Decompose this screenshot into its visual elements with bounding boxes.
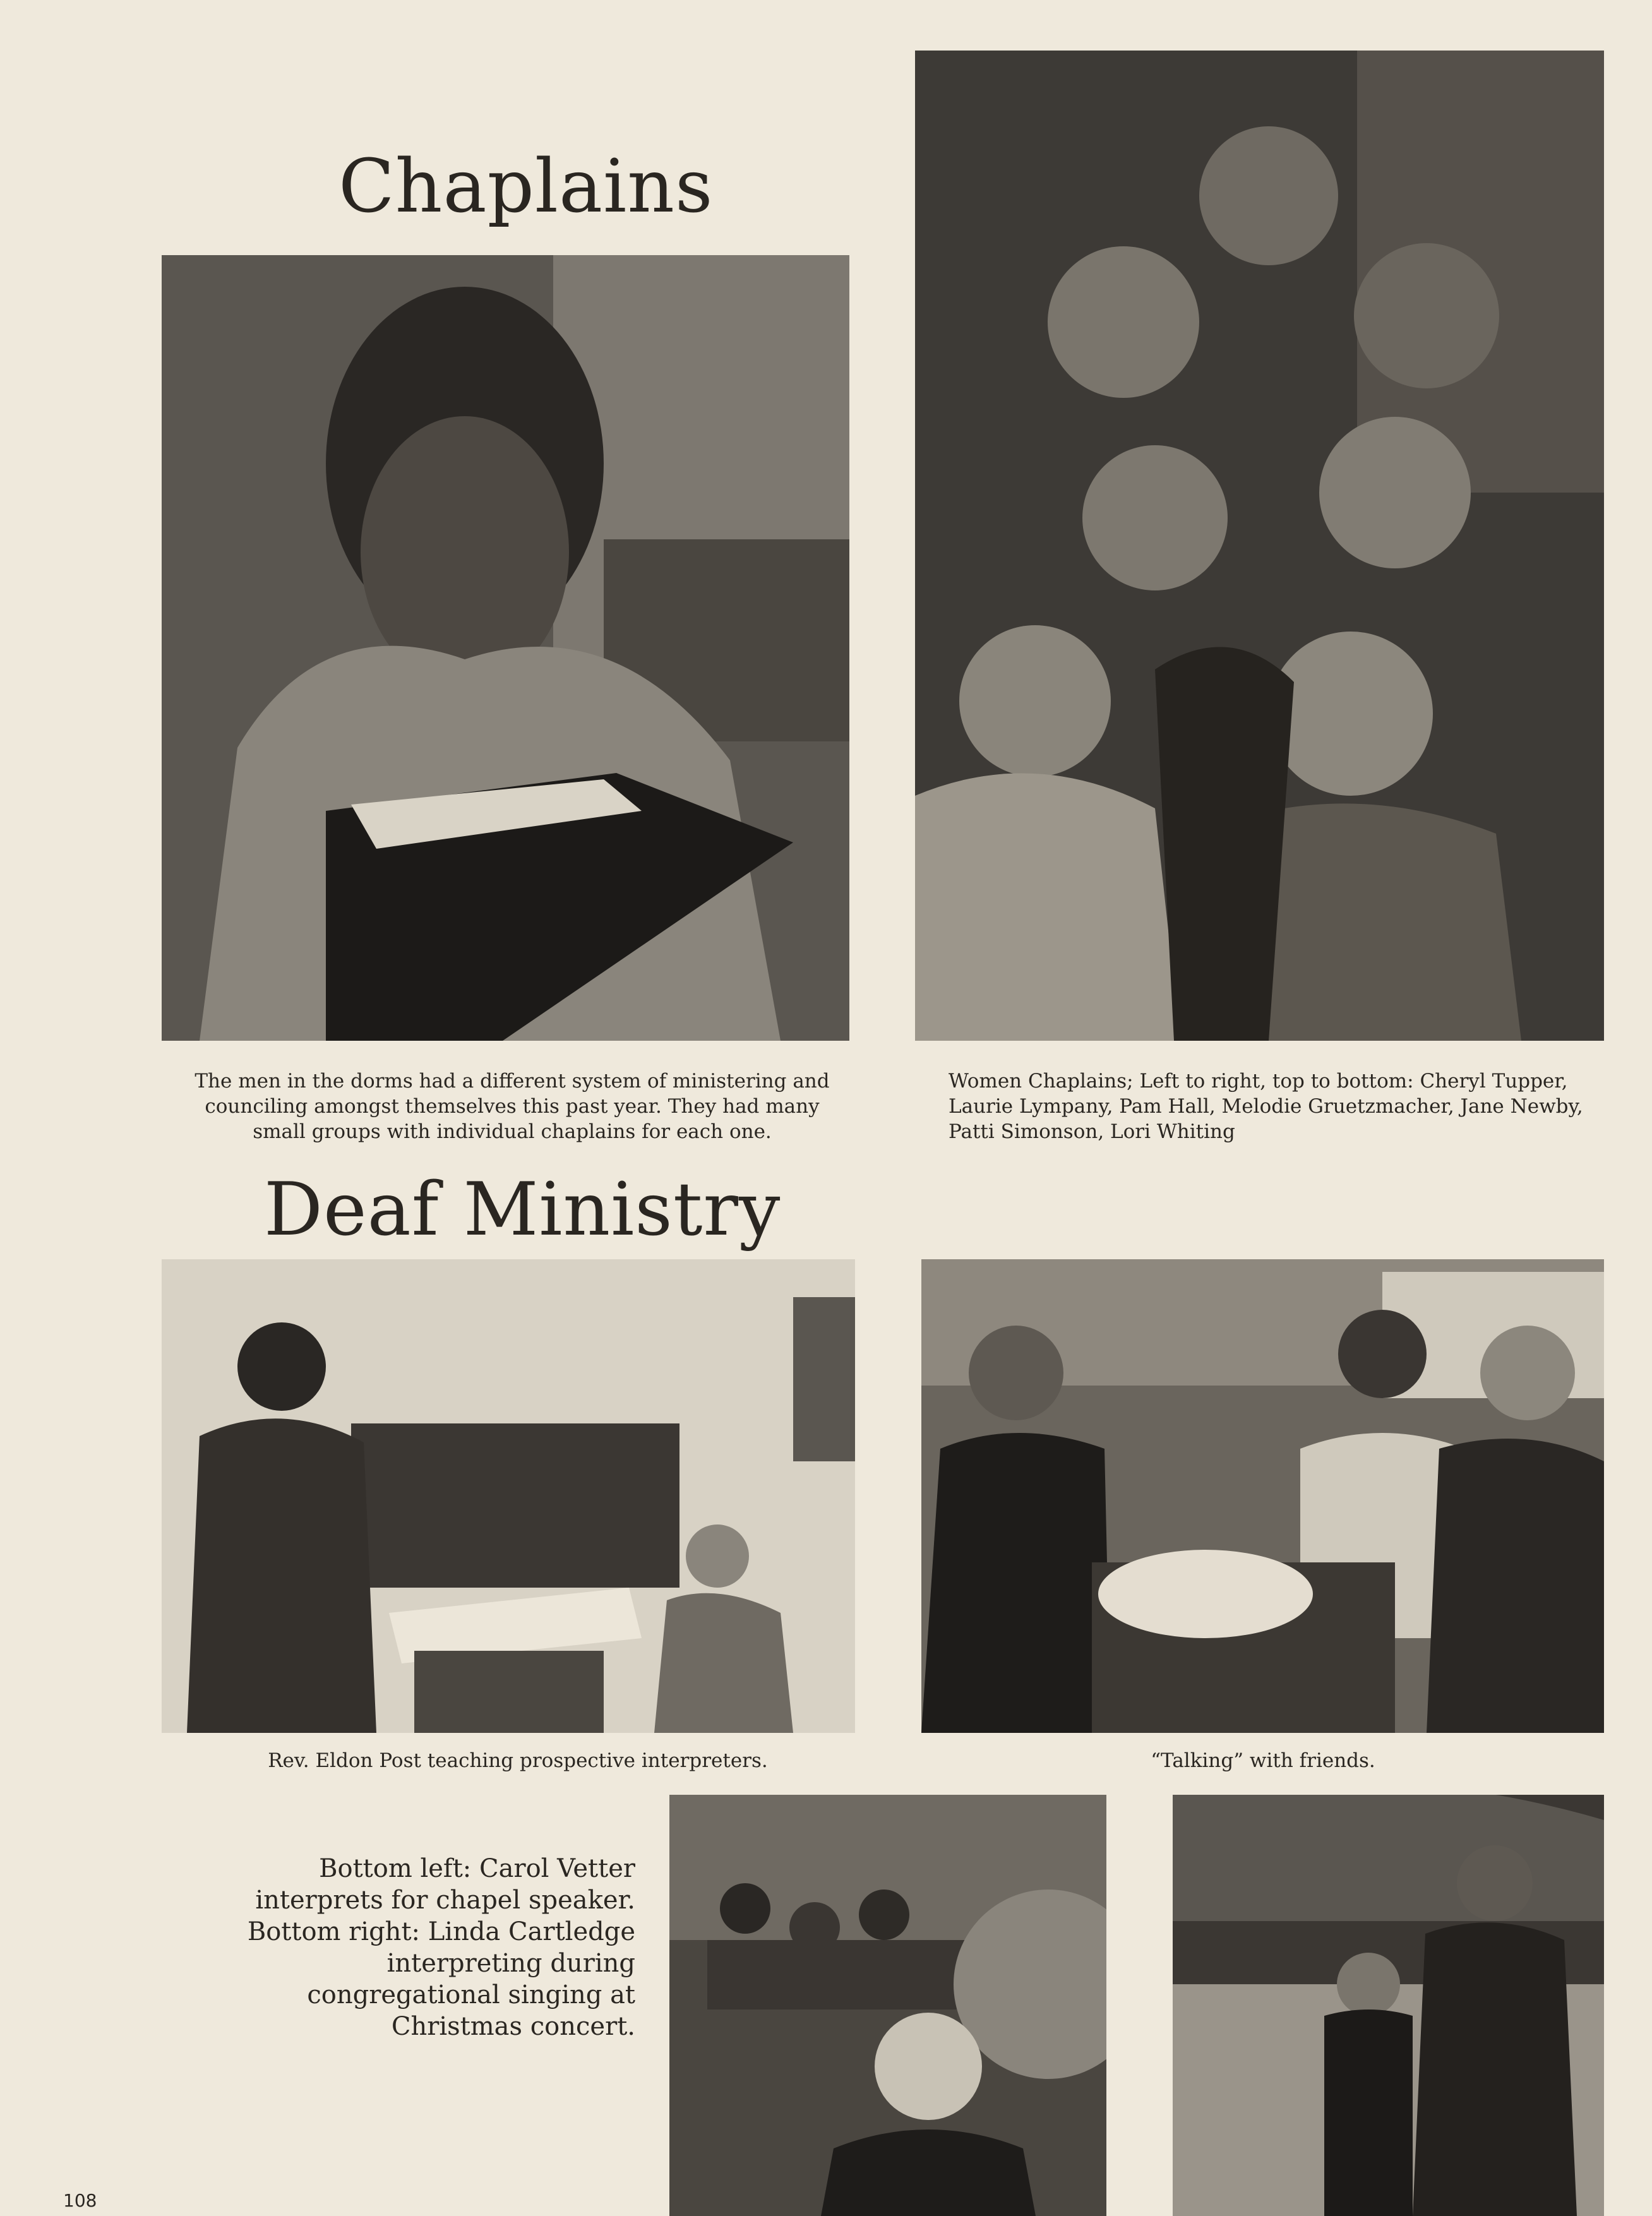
caption-bottom-line: interpreting during bbox=[386, 1949, 635, 1978]
photo-talking-with-friends bbox=[921, 1259, 1604, 1733]
caption-bottom-photos bbox=[126, 1853, 635, 2042]
photo-linda-cartledge-interpreting bbox=[1173, 1795, 1604, 2216]
caption-bottom-line: congregational singing at bbox=[307, 1980, 635, 2009]
photo-carol-vetter-interpreting bbox=[669, 1795, 1106, 2216]
page-number: 108 bbox=[63, 2190, 97, 2211]
caption-bottom-line: Christmas concert. bbox=[391, 2012, 635, 2041]
photo-women-chaplains-group bbox=[915, 51, 1604, 1041]
caption-bottom-line: Bottom left: Carol Vetter bbox=[319, 1854, 635, 1883]
caption-talking-with-friends: “Talking” with friends. bbox=[1151, 1749, 1375, 1772]
photo-rev-eldon-post-teaching bbox=[162, 1259, 855, 1733]
chaplains-heading: Chaplains bbox=[338, 144, 714, 229]
caption-bottom-line: Bottom right: Linda Cartledge bbox=[247, 1917, 635, 1946]
caption-men-chaplains: The men in the dorms had a different system of ministering and counciling amongst themselves this past year. They had many small groups with individual chaplains for each one. bbox=[195, 1070, 830, 1143]
caption-women-chaplains: Women Chaplains; Left to right, top to bottom: Cheryl Tupper, Laurie Lympany, Pam Hall, Melodie Gruetzmacher, Jane Newby, Patti Simonson, Lori Whiting bbox=[949, 1070, 1583, 1143]
photo-man-reading-bible bbox=[162, 255, 849, 1041]
caption-rev-eldon-post: Rev. Eldon Post teaching prospective interpreters. bbox=[268, 1749, 768, 1772]
deaf-ministry-heading: Deaf Ministry bbox=[264, 1167, 781, 1252]
caption-bottom-line: interprets for chapel speaker. bbox=[255, 1886, 635, 1915]
